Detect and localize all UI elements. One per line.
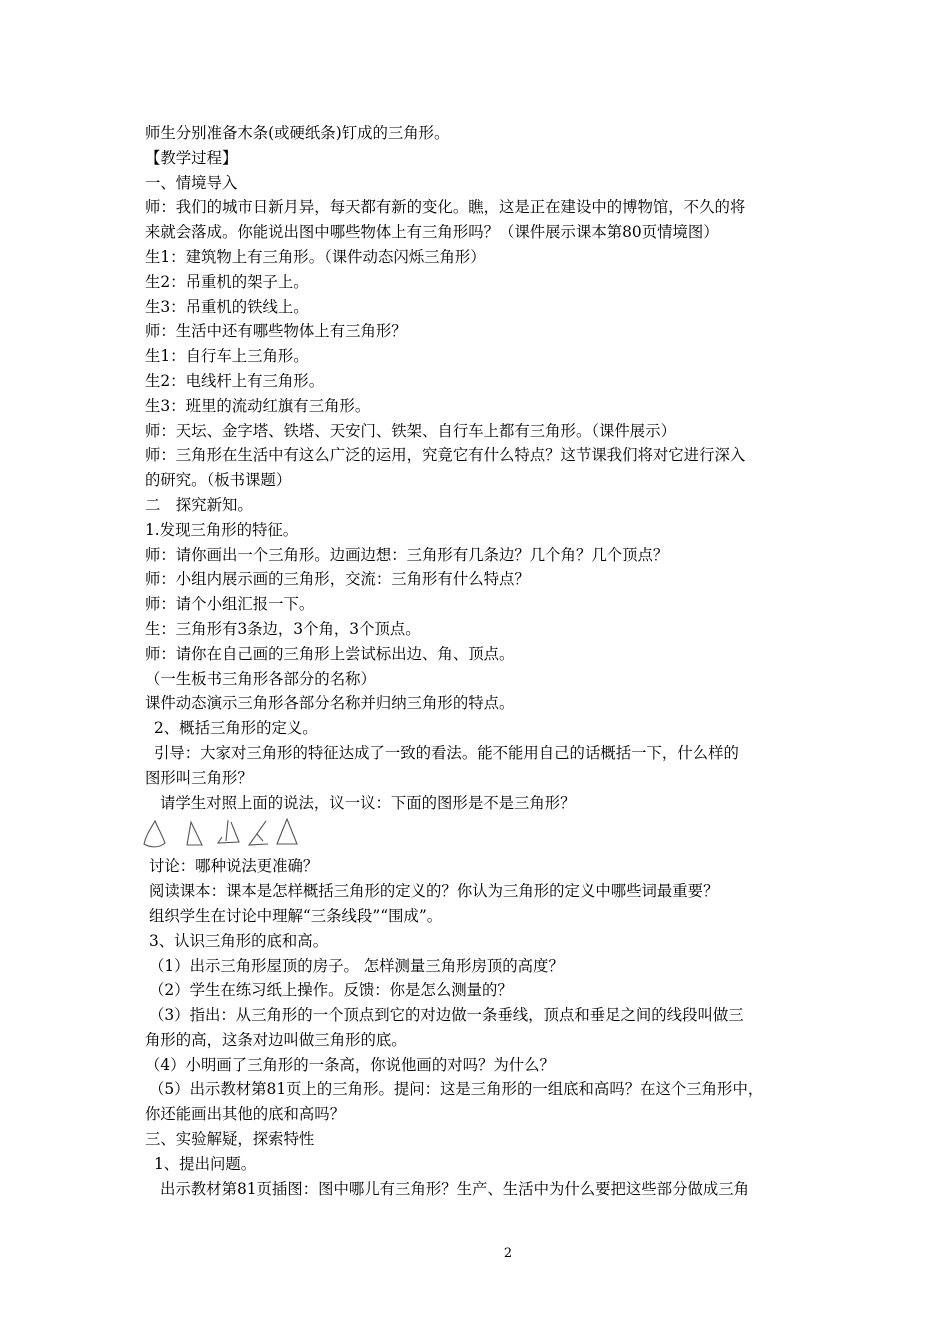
- text-line: （1）出示三角形屋顶的房子。 怎样测量三角形房顶的高度？: [149, 956, 564, 975]
- subsection-heading: 3、认识三角形的底和高。: [149, 931, 329, 950]
- text-line: 师：三角形在生活中有这么广泛的运用，究竟它有什么特点？这节课我们将对它进行深入: [145, 446, 746, 465]
- text-line: 生1：建筑物上有三角形。（课件动态闪烁三角形）: [145, 247, 486, 266]
- text-line: 师：请个小组汇报一下。: [145, 595, 315, 614]
- text-line: 师：天坛、金字塔、铁塔、天安门、铁架、自行车上都有三角形。（课件展示）: [145, 421, 676, 440]
- document-body: [145, 121, 825, 1201]
- text-line: 的研究。（板书课题）: [145, 471, 292, 490]
- subsection-heading: 1、提出问题。: [154, 1154, 257, 1173]
- text-line: 出示教材第81页插图：图中哪儿有三角形？生产、生活中为什么要把这些部分做成三角: [160, 1179, 750, 1198]
- text-line: （3）指出：从三角形的一个顶点到它的对边做一条垂线，顶点和垂足之间的线段叫做三: [149, 1006, 744, 1025]
- text-line: 生3：吊重机的铁线上。: [145, 297, 309, 316]
- section-heading: 二 探究新知。: [145, 495, 253, 514]
- text-line: （一生板书三角形各部分的名称）: [145, 669, 376, 688]
- text-line: 引导：大家对三角形的特征达成了一致的看法。能不能用自己的话概括一下，什么样的: [154, 743, 739, 762]
- text-line: 师：请你画出一个三角形。边画边想：三角形有几条边？几个角？几个顶点？: [145, 545, 669, 564]
- text-line: 生1：自行车上三角形。: [145, 347, 309, 366]
- text-line: 组织学生在讨论中理解“三条线段”“围成”。: [149, 906, 443, 925]
- text-line: 师：小组内展示画的三角形，交流：三角形有什么特点？: [145, 570, 530, 589]
- shape-figures-svg: [142, 818, 312, 850]
- subsection-heading: 2、概括三角形的定义。: [154, 719, 318, 738]
- section-heading: 一、情境导入: [145, 173, 238, 192]
- crossed-lines-icon: [249, 821, 268, 845]
- text-line: （4）小明画了三角形的一条高，你说他画的对吗？为什么？: [145, 1055, 555, 1074]
- text-line: （5）出示教材第81页上的三角形。提问：这是三角形的一组底和高吗？在这个三角形中，: [149, 1080, 764, 1099]
- text-line: 角形的高，这条对边叫做三角形的底。: [145, 1030, 407, 1049]
- triangle-icon: [277, 819, 297, 844]
- text-line: 师生分别准备木条(或硬纸条)钉成的三角形。: [145, 124, 450, 142]
- text-line: 师：生活中还有哪些物体上有三角形？: [145, 322, 407, 341]
- page-number: 2: [503, 1246, 513, 1261]
- text-line: 师：我们的城市日新月异，每天都有新的变化。瞧，这是正在建设中的博物馆，不久的将: [145, 198, 746, 217]
- text-line: 讨论：哪种说法更准确？: [149, 857, 319, 876]
- text-line: 来就会落成。你能说出图中哪些物体上有三角形吗？（课件展示课本第80页情境图）: [145, 223, 719, 242]
- subsection-heading: 1.发现三角形的特征。: [145, 520, 299, 539]
- text-line: 生2：吊重机的架子上。: [145, 272, 309, 291]
- section-heading: 三、实验解疑，探索特性: [145, 1130, 315, 1149]
- text-line: 阅读课本：课本是怎样概括三角形的定义的？你认为三角形的定义中哪些词最重要？: [149, 882, 719, 901]
- text-line: 课件动态演示三角形各部分名称并归纳三角形的特点。: [145, 694, 515, 713]
- text-line: 生：三角形有3条边，3个角，3个顶点。: [145, 619, 421, 638]
- curved-triangle-icon: [144, 821, 165, 847]
- text-line: 生3：班里的流动红旗有三角形。: [145, 396, 371, 415]
- section-heading: 【教学过程】: [145, 148, 238, 167]
- text-line: （2）学生在练习纸上操作。反馈：你是怎么测量的？: [149, 981, 513, 1000]
- gapped-triangle-icon: [218, 820, 239, 843]
- text-line: 师：请你在自己画的三角形上尝试标出边、角、顶点。: [145, 644, 515, 663]
- text-line: 请学生对照上面的说法，议一议：下面的图形是不是三角形？: [160, 793, 576, 812]
- text-line: 图形叫三角形？: [145, 768, 253, 787]
- shape-figures: [145, 815, 825, 854]
- text-line: 生2：电线杆上有三角形。: [145, 371, 325, 390]
- open-triangle-icon: [187, 822, 202, 845]
- text-line: 你还能画出其他的底和高吗？: [145, 1105, 346, 1124]
